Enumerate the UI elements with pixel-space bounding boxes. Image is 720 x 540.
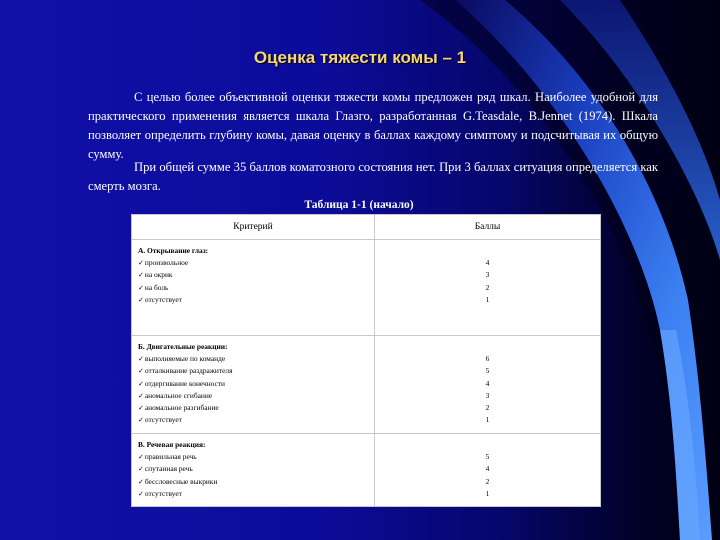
score-value: 6 xyxy=(485,354,490,364)
criteria-cell xyxy=(132,434,375,507)
criterion-item: ✓ отдергивание конечности xyxy=(138,378,368,390)
criterion-item: ✓ на окрик xyxy=(138,269,368,281)
criterion-item: ✓ отсутствует xyxy=(138,294,368,306)
criterion-item: ✓ отсутствует xyxy=(138,488,368,500)
criteria-cell xyxy=(132,240,375,336)
criterion-item: ✓ аномальное разгибание xyxy=(138,402,368,414)
score-cell xyxy=(375,336,601,434)
score-value: 4 xyxy=(485,258,490,268)
table-header-row xyxy=(132,215,601,240)
section-title: А. Открывание глаз: xyxy=(138,246,209,255)
score-value: 1 xyxy=(485,415,490,425)
section-title: Б. Двигательные реакции: xyxy=(138,342,228,351)
criterion-item: ✓ выполняемые по команде xyxy=(138,353,368,365)
header-criterion: Критерий xyxy=(132,215,375,240)
criterion-item: ✓ правильная речь xyxy=(138,451,368,463)
criterion-item: ✓ спутанная речь xyxy=(138,463,368,475)
criterion-item: ✓ аномальное сгибание xyxy=(138,390,368,402)
score-value: 2 xyxy=(485,476,490,486)
criteria-cell xyxy=(132,336,375,434)
table-row xyxy=(132,434,601,507)
table-caption: Таблица 1-1 (начало) xyxy=(304,199,414,211)
score-value: 5 xyxy=(485,366,490,376)
slide-title: Оценка тяжести комы – 1 xyxy=(253,48,467,67)
score-paragraph: При общей сумме 35 баллов коматозного состояния нет. При 3 баллах ситуация определяется как смерть мозга. xyxy=(88,160,658,193)
criterion-item: ✓ отсутствует xyxy=(138,414,368,426)
score-value: 1 xyxy=(485,488,490,498)
score-cell xyxy=(375,434,601,507)
criterion-item: ✓ бессловесные выкрики xyxy=(138,476,368,488)
score-value: 3 xyxy=(485,270,490,280)
score-value: 1 xyxy=(485,294,490,304)
score-cell xyxy=(375,240,601,336)
score-value: 2 xyxy=(485,282,490,292)
score-value: 3 xyxy=(485,390,490,400)
intro-paragraph: С целью более объективной оценки тяжести комы предложен ряд шкал. Наиболее удобной для практического применения является шкала Глазго, разработанная G.Teasdale, B.Jennet (1974). Шкала позволяет определить глубину комы, давая оценку в баллах каждому симптому и подсчитывая их общую сумму. xyxy=(88,90,658,161)
section-title: В. Речевая реакция: xyxy=(138,440,206,449)
criterion-item: ✓ на боль xyxy=(138,282,368,294)
score-value: 2 xyxy=(485,403,490,413)
glasgow-table xyxy=(131,214,601,507)
header-score: Баллы xyxy=(375,215,601,240)
score-value: 4 xyxy=(485,378,490,388)
score-value: 4 xyxy=(485,464,490,474)
criterion-item: ✓ отталкивание раздражителя xyxy=(138,365,368,377)
criterion-item: ✓ произвольное xyxy=(138,257,368,269)
table-row xyxy=(132,240,601,336)
score-value: 5 xyxy=(485,452,490,462)
table-row xyxy=(132,336,601,434)
